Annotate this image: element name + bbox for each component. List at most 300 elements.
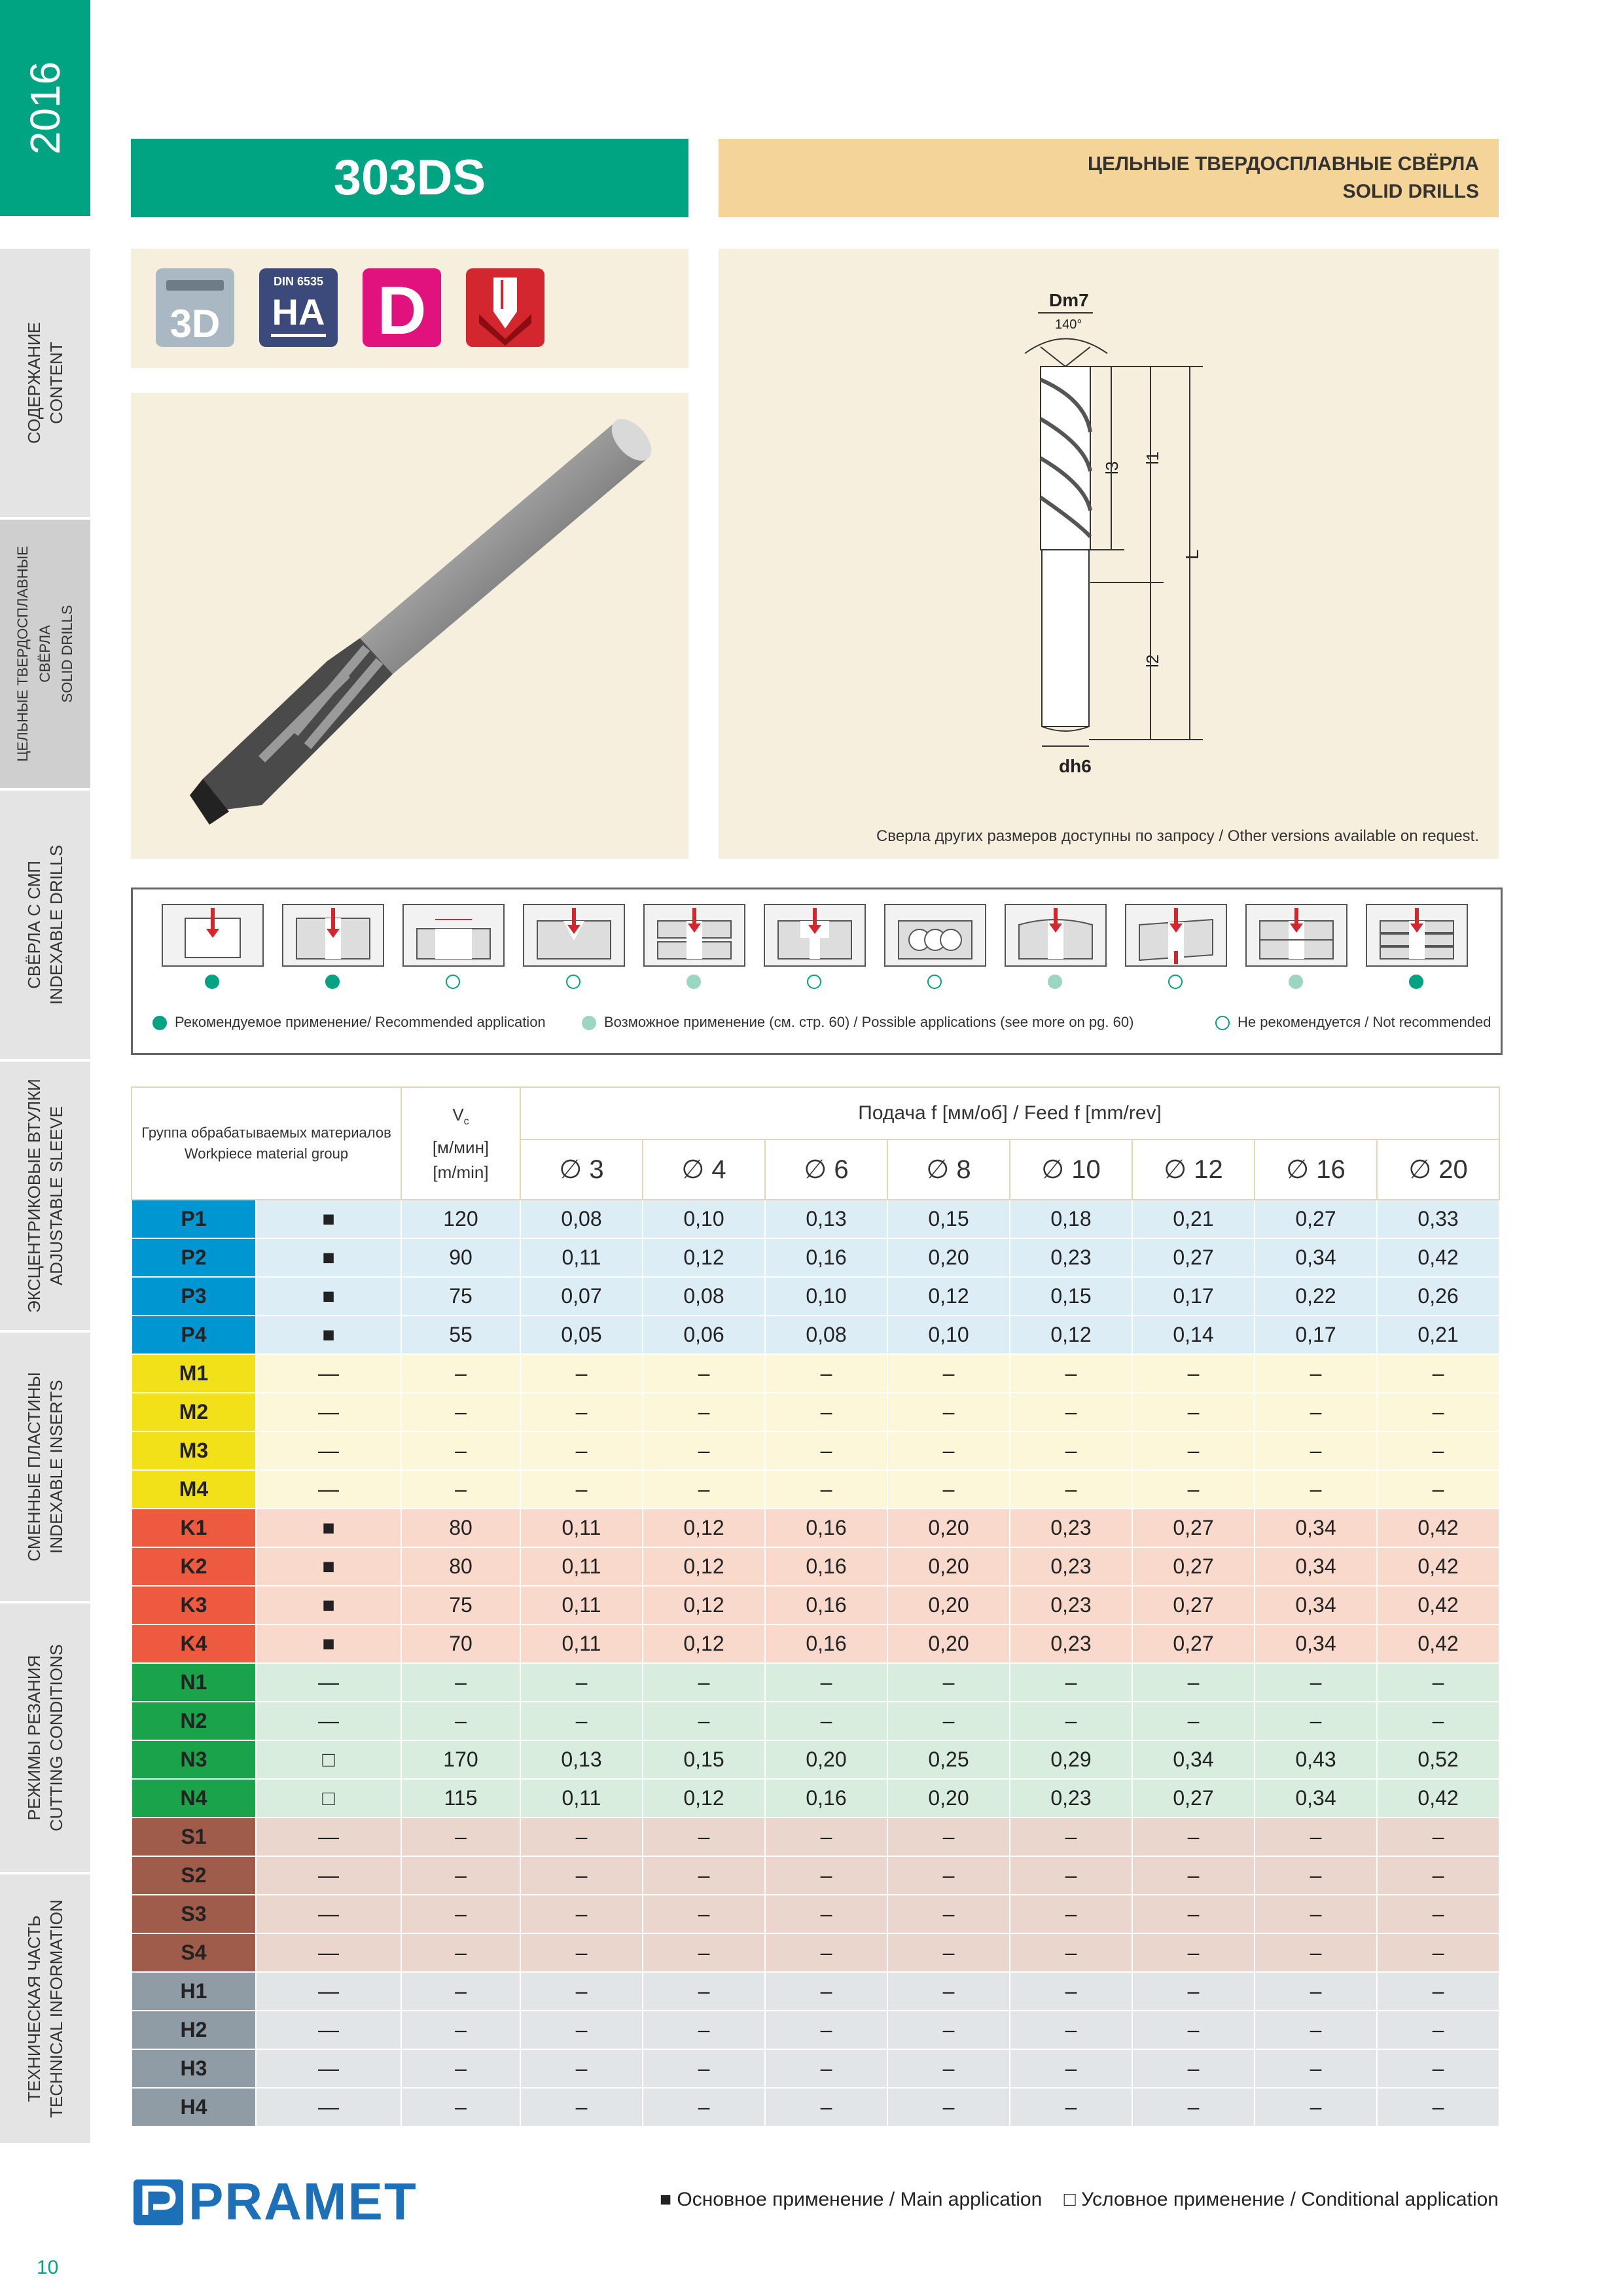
feed-cell: – — [765, 1663, 887, 1702]
feed-cell: – — [1010, 1856, 1132, 1895]
feed-cell: – — [1010, 2011, 1132, 2049]
application-mark-cell: ■ — [256, 1547, 401, 1586]
material-group-cell: N4 — [132, 1779, 256, 1818]
feed-cell: 0,07 — [520, 1277, 643, 1316]
feed-cell: – — [887, 2088, 1010, 2126]
feed-cell: – — [1255, 1933, 1377, 1972]
header-diameter: ∅ 16 — [1255, 1139, 1377, 1200]
material-group-cell: M3 — [132, 1431, 256, 1470]
feed-cell: 0,34 — [1255, 1509, 1377, 1547]
feed-cell: 0,16 — [765, 1624, 887, 1663]
material-group-cell: H2 — [132, 2011, 256, 2049]
depth-label: 3D — [169, 302, 221, 346]
feed-cell: – — [1255, 1470, 1377, 1509]
feed-cell: 0,27 — [1132, 1547, 1255, 1586]
feed-cell: – — [520, 2088, 643, 2126]
feed-cell: 0,20 — [887, 1586, 1010, 1624]
feed-cell: – — [643, 1663, 765, 1702]
feed-cell: – — [1010, 2049, 1132, 2088]
conditional-application-label: Условное применение / Conditional application — [1081, 2189, 1499, 2210]
cutting-speed-cell: 80 — [401, 1509, 520, 1547]
table-row — [132, 1895, 1499, 1933]
table-row — [132, 2011, 1499, 2049]
depth-3d-badge — [156, 268, 234, 347]
legend-recommended — [152, 1014, 546, 1031]
feed-cell: 0,16 — [765, 1238, 887, 1277]
divider — [271, 334, 326, 337]
status-dot — [927, 975, 942, 989]
sidebar-tab-content[interactable] — [0, 249, 90, 520]
status-dot — [1168, 975, 1183, 989]
technical-drawing — [719, 249, 1499, 859]
feed-cell: 0,42 — [1377, 1547, 1499, 1586]
curved-surface-icon — [1005, 904, 1107, 967]
material-group-cell: M1 — [132, 1354, 256, 1393]
dim-l2-label: l2 — [1143, 654, 1162, 668]
category-title-ru: ЦЕЛЬНЫЕ ТВЕРДОСПЛАВНЫЕ СВЁРЛА — [1088, 153, 1479, 175]
material-group-cell: H1 — [132, 1972, 256, 2011]
feed-cell: 0,12 — [643, 1624, 765, 1663]
pramet-logo — [131, 2172, 418, 2231]
feed-cell: – — [643, 1354, 765, 1393]
legend-possible — [582, 1014, 1133, 1031]
shank-label: HA — [272, 291, 325, 332]
feed-cell: – — [1255, 1818, 1377, 1856]
feed-cell: 0,12 — [643, 1547, 765, 1586]
feed-cell: 0,05 — [520, 1316, 643, 1354]
header-diameter: ∅ 4 — [643, 1139, 765, 1200]
material-group-cell: H4 — [132, 2088, 256, 2126]
application-mark-cell: — — [256, 1354, 401, 1393]
drawing-note: Сверла других размеров доступны по запросу / Other versions available on request. — [876, 827, 1479, 845]
feed-cell: – — [1377, 1895, 1499, 1933]
dim-L-label: L — [1182, 549, 1202, 560]
application-mark-cell: — — [256, 1470, 401, 1509]
feed-cell: 0,23 — [1010, 1779, 1132, 1818]
feed-cell: – — [520, 1895, 643, 1933]
feed-cell: – — [887, 2049, 1010, 2088]
feed-cell: – — [887, 1393, 1010, 1431]
material-group-cell: S3 — [132, 1895, 256, 1933]
feed-cell: – — [1010, 1354, 1132, 1393]
feed-cell: – — [1377, 2049, 1499, 2088]
feed-cell: 0,15 — [1010, 1277, 1132, 1316]
feed-cell: – — [520, 1818, 643, 1856]
feed-cell: – — [520, 2011, 643, 2049]
legend-possible-label: Возможное применение (см. стр. 60) / Possible applications (see more on pg. 60) — [604, 1014, 1134, 1030]
cutting-speed-cell: – — [401, 1818, 520, 1856]
table-row — [132, 1200, 1499, 1238]
table-row — [132, 1856, 1499, 1895]
status-dot — [807, 975, 821, 989]
feed-cell: – — [887, 1856, 1010, 1895]
feed-cell: 0,12 — [643, 1238, 765, 1277]
material-group-cell: M4 — [132, 1470, 256, 1509]
table-row — [132, 1740, 1499, 1779]
feature-badges — [131, 249, 688, 368]
application-mark-cell: ■ — [256, 1624, 401, 1663]
material-group-cell: S4 — [132, 1933, 256, 1972]
feed-cell: – — [765, 1895, 887, 1933]
center-drilling-icon — [523, 904, 625, 967]
feed-cell: 0,21 — [1377, 1316, 1499, 1354]
feed-cell: – — [643, 1818, 765, 1856]
feed-cell: – — [1010, 1393, 1132, 1431]
material-group-cell: P2 — [132, 1238, 256, 1277]
feed-cell: 0,25 — [887, 1740, 1010, 1779]
feed-cell: 0,16 — [765, 1779, 887, 1818]
feed-cell: 0,27 — [1132, 1624, 1255, 1663]
cutting-speed-cell: – — [401, 1702, 520, 1740]
feed-cell: 0,22 — [1255, 1277, 1377, 1316]
feed-cell: – — [1010, 1933, 1132, 1972]
sidebar-tab-technical-information[interactable] — [0, 1874, 90, 2145]
feed-cell: 0,20 — [765, 1740, 887, 1779]
cutting-speed-cell: – — [401, 1470, 520, 1509]
feed-cell: 0,33 — [1377, 1200, 1499, 1238]
feed-cell: – — [1010, 1431, 1132, 1470]
year-label: 2016 — [22, 61, 69, 155]
inclined-exit-icon — [1125, 904, 1227, 967]
cutting-speed-cell: – — [401, 2088, 520, 2126]
feed-cell: 0,06 — [643, 1316, 765, 1354]
sidebar-tab-label-ru: СМЕННЫЕ ПЛАСТИНЫ — [24, 1372, 44, 1562]
material-group-cell: K2 — [132, 1547, 256, 1586]
drill-bar-icon — [166, 280, 224, 291]
table-row — [132, 2088, 1499, 2126]
feed-cell: – — [520, 1354, 643, 1393]
feed-cell: – — [643, 2049, 765, 2088]
cutting-speed-cell: – — [401, 1354, 520, 1393]
feed-cell: 0,34 — [1255, 1238, 1377, 1277]
feed-cell: 0,34 — [1255, 1547, 1377, 1586]
feed-cell: 0,11 — [520, 1779, 643, 1818]
feed-cell: – — [643, 1972, 765, 2011]
feed-cell: – — [887, 1470, 1010, 1509]
feed-cell: – — [765, 2049, 887, 2088]
feed-cell: 0,08 — [520, 1200, 643, 1238]
header-diameter: ∅ 10 — [1010, 1139, 1132, 1200]
sidebar-tab-solid-drills[interactable] — [0, 520, 90, 791]
table-row — [132, 1663, 1499, 1702]
feed-cell: – — [643, 1933, 765, 1972]
drill-point-icon — [466, 268, 544, 347]
feed-cell: – — [1132, 1972, 1255, 2011]
feed-cell: 0,23 — [1010, 1624, 1132, 1663]
dim-l3-label: l3 — [1102, 461, 1122, 475]
status-dot — [566, 975, 580, 989]
feed-cell: – — [643, 1702, 765, 1740]
not-recommended-dot-icon — [1215, 1016, 1230, 1030]
stacked-plates-icon — [1366, 904, 1468, 967]
feed-cell: – — [1377, 2088, 1499, 2126]
header-diameter: ∅ 8 — [887, 1139, 1010, 1200]
status-dot — [1289, 975, 1303, 989]
table-row — [132, 1547, 1499, 1586]
application-mark-cell: — — [256, 1856, 401, 1895]
material-group-cell: N3 — [132, 1740, 256, 1779]
header-vc-symbol: V — [452, 1105, 464, 1125]
feed-cell: – — [520, 1431, 643, 1470]
feed-cell: – — [765, 1972, 887, 2011]
material-group-cell: P3 — [132, 1277, 256, 1316]
feed-cell: 0,42 — [1377, 1779, 1499, 1818]
feed-cell: – — [643, 1895, 765, 1933]
sidebar-tab-adjustable-sleeve[interactable] — [0, 1062, 90, 1333]
application-mark-cell: ■ — [256, 1586, 401, 1624]
feed-cell: – — [520, 2049, 643, 2088]
application-mark-cell: — — [256, 1895, 401, 1933]
header-vc-unit-ru: [м/мин] — [432, 1137, 490, 1157]
feed-cell: – — [887, 1972, 1010, 2011]
feed-cell: 0,34 — [1255, 1586, 1377, 1624]
feed-cell: – — [1132, 1702, 1255, 1740]
sidebar-tab-label-en: SOLID DRILLS — [59, 605, 75, 703]
table-row — [132, 1702, 1499, 1740]
material-group-cell: N1 — [132, 1663, 256, 1702]
feed-cell: – — [1010, 1470, 1132, 1509]
feed-cell: 0,20 — [887, 1547, 1010, 1586]
feed-cell: – — [643, 1393, 765, 1431]
table-row — [132, 1393, 1499, 1431]
sidebar-tab-label-ru: ЭКСЦЕНТРИКОВЫЕ ВТУЛКИ — [24, 1079, 44, 1313]
cutting-speed-cell: – — [401, 1431, 520, 1470]
feed-cell: – — [887, 1702, 1010, 1740]
feed-cell: – — [1010, 1895, 1132, 1933]
feed-cell: – — [1255, 1393, 1377, 1431]
table-row — [132, 2049, 1499, 2088]
feed-cell: – — [887, 1663, 1010, 1702]
application-mark-cell: — — [256, 1393, 401, 1431]
blind-hole-icon — [162, 904, 264, 967]
side-navigation — [0, 0, 90, 2296]
feed-cell: – — [887, 1933, 1010, 1972]
application-mark-cell: — — [256, 1702, 401, 1740]
cross-holes-icon — [884, 904, 986, 967]
feed-cell: – — [1132, 1856, 1255, 1895]
feed-cell: 0,12 — [887, 1277, 1010, 1316]
feed-cell: 0,20 — [887, 1624, 1010, 1663]
feed-cell: 0,34 — [1132, 1740, 1255, 1779]
table-row — [132, 1509, 1499, 1547]
feed-cell: 0,13 — [520, 1740, 643, 1779]
feed-cell: – — [520, 1470, 643, 1509]
application-mark-cell: ■ — [256, 1509, 401, 1547]
feed-cell: 0,42 — [1377, 1509, 1499, 1547]
feed-cell: – — [1132, 1663, 1255, 1702]
feed-cell: – — [1255, 1354, 1377, 1393]
feed-cell: – — [765, 1393, 887, 1431]
feed-cell: 0,16 — [765, 1586, 887, 1624]
feed-cell: 0,23 — [1010, 1547, 1132, 1586]
feed-cell: 0,18 — [1010, 1200, 1132, 1238]
feed-cell: – — [520, 1933, 643, 1972]
sidebar-tab-label-en: CUTTING CONDITIONS — [46, 1644, 66, 1831]
feed-cell: 0,11 — [520, 1586, 643, 1624]
application-mark-cell: — — [256, 2088, 401, 2126]
feed-cell: 0,16 — [765, 1547, 887, 1586]
status-dot — [446, 975, 460, 989]
feed-cell: 0,10 — [887, 1316, 1010, 1354]
cutting-speed-cell: 55 — [401, 1316, 520, 1354]
sidebar-tab-label-ru: СОДЕРЖАНИЕ — [24, 322, 44, 444]
application-mark-cell: — — [256, 1818, 401, 1856]
feed-cell: 0,12 — [1010, 1316, 1132, 1354]
application-mark-cell: — — [256, 1663, 401, 1702]
cutting-speed-cell: 115 — [401, 1779, 520, 1818]
feed-cell: 0,43 — [1255, 1740, 1377, 1779]
table-row — [132, 1972, 1499, 2011]
feed-cell: 0,15 — [643, 1740, 765, 1779]
table-row — [132, 1933, 1499, 1972]
table-row — [132, 1238, 1499, 1277]
feed-cell: – — [1377, 1933, 1499, 1972]
thin-wall-icon — [402, 904, 505, 967]
sidebar-tab-label-en: INDEXABLE INSERTS — [46, 1380, 66, 1554]
feed-cell: 0,27 — [1132, 1586, 1255, 1624]
status-dot — [1409, 975, 1423, 989]
feed-cell: – — [1132, 1818, 1255, 1856]
table-row — [132, 1586, 1499, 1624]
cutting-speed-cell: 120 — [401, 1200, 520, 1238]
cutting-speed-cell: – — [401, 2011, 520, 2049]
feed-cell: 0,27 — [1132, 1779, 1255, 1818]
year-tab — [0, 0, 90, 216]
sidebar-tab-indexable-inserts[interactable] — [0, 1333, 90, 1604]
feed-cell: 0,08 — [643, 1277, 765, 1316]
cutting-speed-cell: – — [401, 1393, 520, 1431]
feed-cell: 0,16 — [765, 1509, 887, 1547]
feed-cell: 0,42 — [1377, 1586, 1499, 1624]
feed-cell: 0,23 — [1010, 1586, 1132, 1624]
header-group-en: Workpiece material group — [184, 1145, 349, 1162]
feed-cell: – — [1377, 1663, 1499, 1702]
feed-cell: 0,21 — [1132, 1200, 1255, 1238]
application-mark-cell: ■ — [256, 1316, 401, 1354]
feed-cell: 0,17 — [1132, 1277, 1255, 1316]
feed-cell: 0,13 — [765, 1200, 887, 1238]
applications-panel — [131, 888, 1503, 1055]
feed-cell: – — [1255, 1972, 1377, 2011]
feed-cell: – — [1377, 1702, 1499, 1740]
application-mark-cell: ■ — [256, 1277, 401, 1316]
application-mark-cell: □ — [256, 1740, 401, 1779]
material-group-cell: H3 — [132, 2049, 256, 2088]
status-dot — [1048, 975, 1062, 989]
feed-cell: – — [887, 1818, 1010, 1856]
shank-ha-badge — [259, 268, 338, 347]
feed-cell: – — [1255, 1702, 1377, 1740]
material-group-cell: S2 — [132, 1856, 256, 1895]
feed-cell: 0,20 — [887, 1509, 1010, 1547]
feed-cell: – — [1255, 1856, 1377, 1895]
feed-cell: – — [1377, 1354, 1499, 1393]
feed-cell: – — [1132, 1354, 1255, 1393]
feed-cell: – — [1255, 1663, 1377, 1702]
feed-cell: 0,11 — [520, 1547, 643, 1586]
feed-cell: 0,10 — [765, 1277, 887, 1316]
feed-cell: – — [1010, 1972, 1132, 2011]
din-label: DIN 6535 — [273, 275, 324, 288]
feed-cell: – — [887, 1895, 1010, 1933]
material-group-cell: P4 — [132, 1316, 256, 1354]
feed-cell: – — [1377, 1393, 1499, 1431]
application-mark-cell: — — [256, 1972, 401, 2011]
drill-photo — [131, 393, 688, 859]
feed-cell: – — [1010, 1663, 1132, 1702]
cutting-speed-cell: – — [401, 1933, 520, 1972]
dim-l1-label: l1 — [1143, 451, 1162, 465]
table-row — [132, 1354, 1499, 1393]
dim-dh6-label: dh6 — [1059, 756, 1092, 776]
header-cutting-speed — [401, 1087, 520, 1200]
sidebar-tab-indexable-drills[interactable] — [0, 791, 90, 1062]
feed-cell: 0,23 — [1010, 1238, 1132, 1277]
possible-dot-icon — [582, 1016, 596, 1030]
feed-cell: – — [765, 2088, 887, 2126]
counterbore-icon — [764, 904, 866, 967]
logo-text: PRAMET — [188, 2172, 418, 2231]
cutting-speed-cell: – — [401, 1663, 520, 1702]
feed-cell: – — [887, 1431, 1010, 1470]
header-diameter: ∅ 6 — [765, 1139, 887, 1200]
feed-cell: 0,11 — [520, 1509, 643, 1547]
application-legend — [660, 2189, 1499, 2211]
header-feed: Подача f [мм/об] / Feed f [mm/rev] — [520, 1087, 1499, 1139]
sidebar-tab-cutting-conditions[interactable] — [0, 1604, 90, 1874]
material-group-cell: K4 — [132, 1624, 256, 1663]
feed-cell: – — [1377, 1856, 1499, 1895]
table-row — [132, 1624, 1499, 1663]
application-mark-cell: ■ — [256, 1200, 401, 1238]
feed-cell: 0,52 — [1377, 1740, 1499, 1779]
feed-cell: 0,14 — [1132, 1316, 1255, 1354]
feed-cell: – — [1255, 1895, 1377, 1933]
page-number: 10 — [37, 2257, 59, 2278]
conditional-application-icon: □ — [1063, 2189, 1076, 2210]
cutting-speed-cell: – — [401, 2049, 520, 2088]
table-row — [132, 1316, 1499, 1354]
feed-cell: 0,42 — [1377, 1624, 1499, 1663]
application-mark-cell: — — [256, 2049, 401, 2088]
table-row — [132, 1470, 1499, 1509]
sidebar-tab-label-en: CONTENT — [46, 342, 66, 424]
application-mark-cell: □ — [256, 1779, 401, 1818]
sidebar-tab-label-en: ADJUSTABLE SLEEVE — [46, 1105, 66, 1286]
feed-cell: – — [643, 1470, 765, 1509]
feed-cell: – — [1255, 2011, 1377, 2049]
application-mark-cell: ■ — [256, 1238, 401, 1277]
feed-cell: – — [1255, 2088, 1377, 2126]
category-header — [719, 139, 1499, 217]
feed-cell: 0,20 — [887, 1779, 1010, 1818]
feed-cell: – — [765, 1431, 887, 1470]
feed-cell: – — [520, 1663, 643, 1702]
feed-cell: – — [1132, 2088, 1255, 2126]
feed-cell: 0,27 — [1132, 1509, 1255, 1547]
feed-cell: 0,42 — [1377, 1238, 1499, 1277]
feed-cell: – — [887, 1354, 1010, 1393]
category-title-en: SOLID DRILLS — [1342, 181, 1479, 202]
pramet-logo-mark-icon — [131, 2174, 186, 2229]
feed-cell: – — [520, 1856, 643, 1895]
legend-recommended-label: Рекомендуемое применение/ Recommended application — [175, 1014, 546, 1030]
status-dot — [205, 975, 219, 989]
cutting-speed-cell: 80 — [401, 1547, 520, 1586]
feed-cell: 0,27 — [1255, 1200, 1377, 1238]
cross-hole-entry-icon — [1245, 904, 1347, 967]
main-application-icon: ■ — [659, 2189, 672, 2210]
